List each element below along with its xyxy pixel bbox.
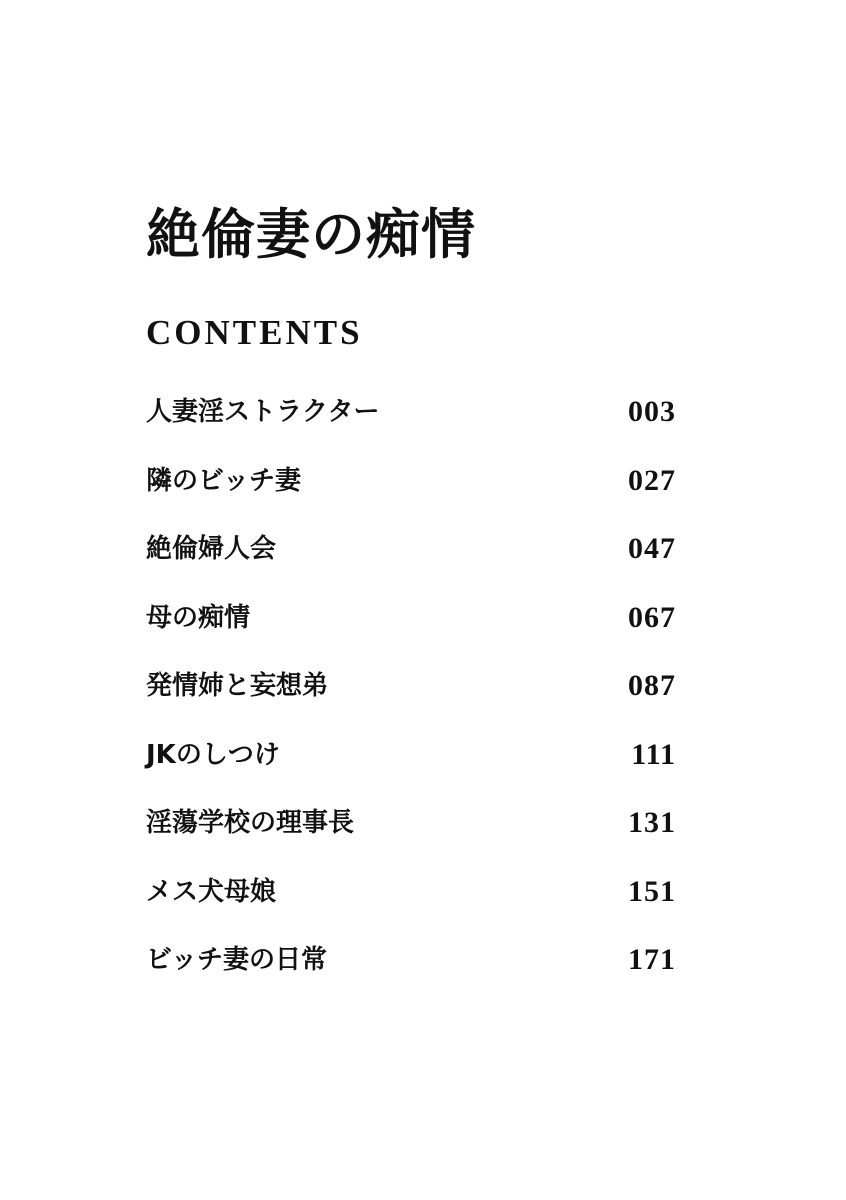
toc-entry-title: 人妻淫ストラクター [146,397,380,427]
toc-entry-title: 発情姉と妄想弟 [146,671,329,701]
toc-entry [146,664,676,733]
toc-entry-title: 絶倫婦人会 [146,534,277,564]
toc-entry-page: 067 [628,600,676,634]
toc-entry-title: 母の痴情 [146,602,251,633]
toc-entry-title: 淫蕩学校の理事長 [146,808,355,838]
contents-heading: CONTENTS [146,313,363,352]
book-title: 絶倫妻の痴情 [146,202,476,266]
table-of-contents [146,390,676,1007]
toc-entry-title: JKのしつけ [146,739,280,770]
toc-entry [146,870,676,939]
toc-entry-title: ビッチ妻の日常 [146,945,327,975]
toc-entry-page: 047 [628,532,676,565]
toc-entry-page: 111 [631,737,676,771]
toc-entry [146,459,676,528]
toc-entry-page: 027 [628,463,676,497]
toc-entry [146,938,676,1007]
toc-entry-title: 隣のビッチ妻 [146,465,301,496]
toc-entry [146,390,676,459]
toc-entry-page: 087 [628,669,676,702]
toc-entry [146,596,676,665]
toc-entry-page: 151 [628,874,676,908]
toc-entry [146,801,676,870]
toc-entry-title: メス犬母娘 [146,876,277,907]
toc-entry-page: 131 [628,806,676,839]
toc-entry [146,527,676,596]
toc-entry-page: 003 [628,395,676,428]
toc-entry [146,733,676,802]
toc-entry-page: 171 [628,943,676,976]
